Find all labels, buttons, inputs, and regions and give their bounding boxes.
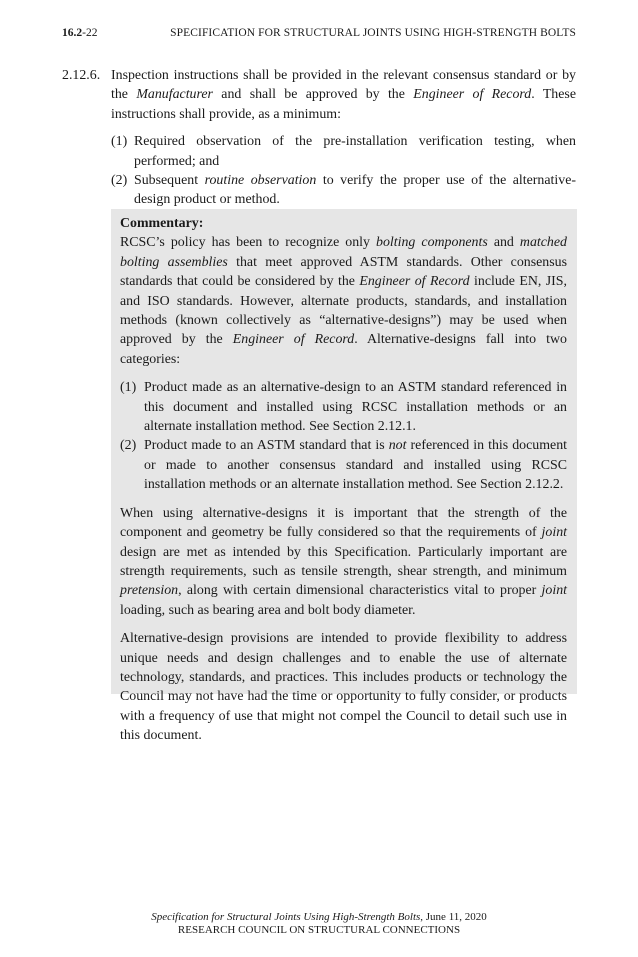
section-2-12-6 [62, 66, 576, 210]
running-header [62, 24, 576, 42]
page-footer [0, 911, 638, 937]
list-number: (2) [111, 173, 128, 189]
list-number: (1) [120, 380, 137, 396]
list-item [120, 436, 567, 494]
list-item [111, 171, 576, 210]
page-number: 16.2-22 [62, 27, 98, 39]
commentary-title: Commentary: [120, 216, 204, 231]
commentary-paragraph: When using alternative-designs it is important that the strength of the component and geometry be fully considered so that the requirements of joint design are met as intended by this Specification. Particularly important are strength requirements, such as tensile strength, shear strength, and minimum pretension, along with certain dimensional characteristics vital to proper joint loading, such as bearing area and bolt body diameter. [120, 505, 567, 618]
section-paragraph: Inspection instructions shall be provided in the relevant consensus standard or by the Manufacturer and shall be approved by the Engineer of Record. These instructions shall provide, as a minimum: [111, 68, 576, 122]
footer-citation: Specification for Structural Joints Using High-Strength Bolts, June 11, 2020 [151, 911, 487, 923]
list-text: Required observation of the pre-installation verification testing, when performed; and [134, 134, 576, 169]
list-item [120, 378, 567, 436]
list-number: (2) [120, 438, 137, 454]
section-list [111, 132, 576, 210]
running-title: SPECIFICATION FOR STRUCTURAL JOINTS USING HIGH-STRENGTH BOLTS [170, 27, 576, 39]
list-item [111, 132, 576, 171]
section-number: 2.12.6. [62, 68, 101, 83]
list-number: (1) [111, 134, 128, 150]
list-text: Subsequent routine observation to verify the proper use of the alternative-design product or method. [134, 173, 576, 208]
commentary-paragraph: Alternative-design provisions are intended to provide flexibility to address unique needs and design challenges and to enable the use of alternate technology, standards, and practices. This includes products or technology the Council may not have had the time or opportunity to fully consider, or products with a frequency of use that might not compel the Council to detail such use in this document. [120, 631, 567, 744]
list-text: Product made as an alternative-design to an ASTM standard referenced in this document and installed using RCSC installation methods or an alternate installation method. See Section 2.12.1. [144, 380, 567, 435]
list-text: Product made to an ASTM standard that is not referenced in this document or made to another consensus standard and installed using RCSC installation methods or an alternate installation method. See Section 2.12.2. [144, 438, 567, 493]
commentary-intro: RCSC’s policy has been to recognize only bolting components and matched bolting assemblies that meet approved ASTM standards. Other consensus standards that could be considered by the Engineer of Record include EN, JIS, and ISO standards. However, alternate products, standards, and installation methods (known collectively as “alternative-designs”) may be used when approved by the Engineer of Record. Alternative-designs fall into two categories: [120, 235, 567, 367]
footer-publisher: RESEARCH COUNCIL ON STRUCTURAL CONNECTIONS [177, 924, 461, 936]
commentary-box [111, 209, 577, 744]
commentary-list [120, 378, 567, 494]
